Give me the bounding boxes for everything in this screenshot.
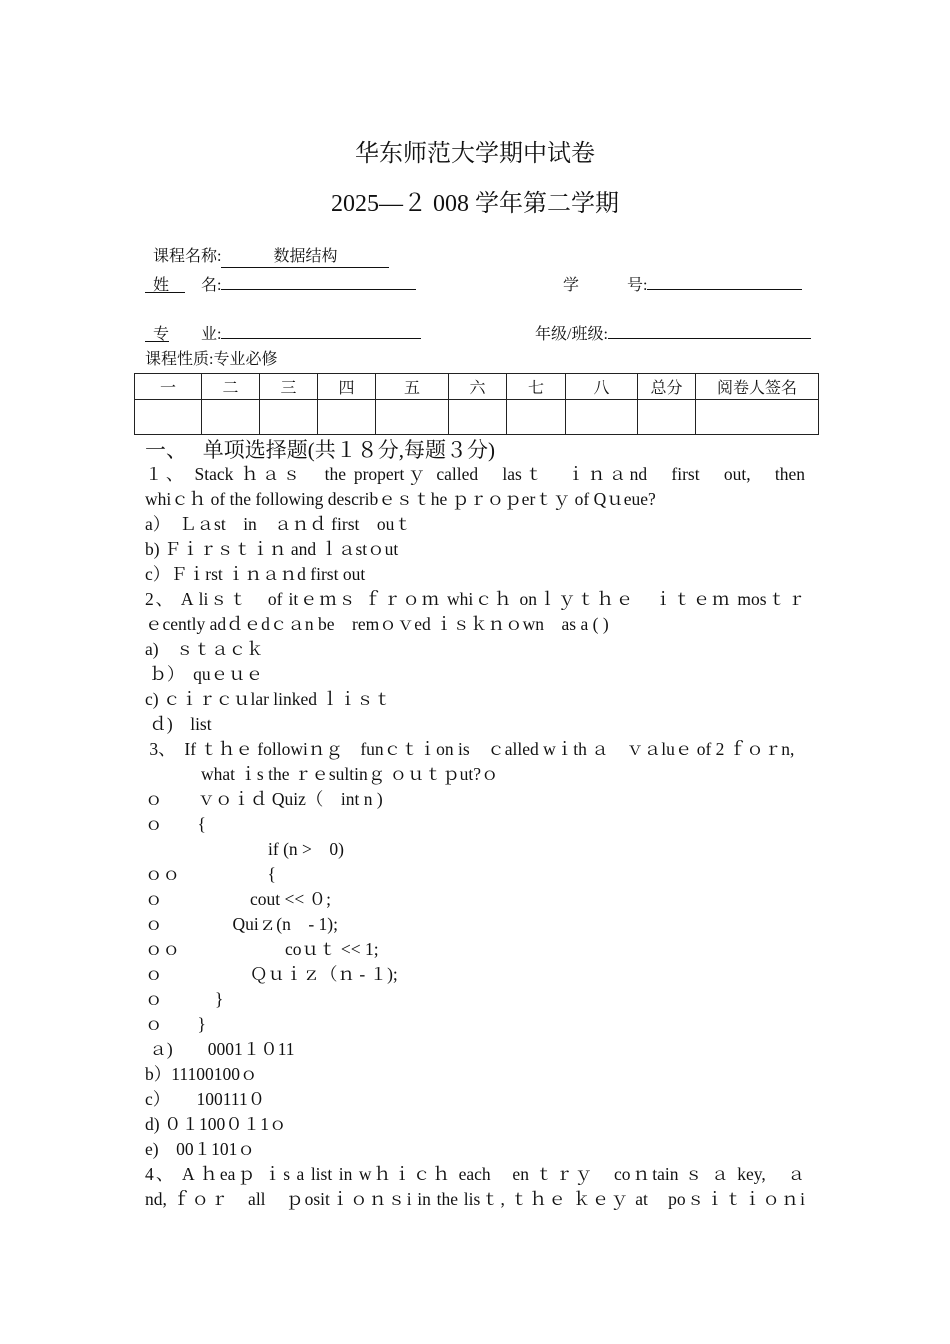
code-line: ｏｏ coｕｔ << 1;: [145, 939, 379, 959]
code-line: if (n > 0): [268, 839, 344, 859]
question-2-option-b: ｂ） quｅｕｅ: [145, 664, 264, 684]
class-blank-wrap: [145, 341, 169, 342]
score-header-cell: 二: [202, 374, 260, 400]
score-cell: [449, 400, 507, 435]
code-line: ｏ cout << ０;: [145, 889, 331, 909]
score-header-cell: 六: [449, 374, 507, 400]
question-1-option-a: a） Ｌａst in ａｎｄ first ouｔ: [145, 514, 412, 534]
question-3-option-d: d) ０１100０１1ｏ: [145, 1114, 287, 1134]
course-name-value: 数据结构: [221, 247, 389, 268]
major-row: [145, 301, 421, 345]
question-1-option-b: b) Ｆｉｒｓｔｉｎ and ｌａstｏut: [145, 539, 399, 559]
score-header-cell: 总分: [638, 374, 696, 400]
score-header-cell: 五: [376, 374, 449, 400]
exam-term: 2025—２ 008 学年第二学期: [331, 191, 619, 217]
student-name-row: [145, 252, 416, 296]
question-2-option-d: ｄ) list: [145, 714, 212, 734]
score-header-cell: 阅卷人签名: [696, 374, 819, 400]
score-header-cell: 三: [260, 374, 318, 400]
student-name-label: 姓 名:: [153, 277, 222, 294]
question-1-line-2: whiｃｈ of the following describｅｓｔhe ｐｒｏｐerｔｙ of Qｕeue?: [145, 489, 656, 509]
class-row: [527, 301, 811, 345]
score-header-cell: 七: [507, 374, 566, 400]
code-line: ｏ Ｑｕｉｚ（ｎ - １);: [145, 964, 398, 984]
score-cell: [507, 400, 566, 435]
code-line: ｏ Quiｚ(n - 1);: [145, 914, 338, 934]
score-cell: [318, 400, 376, 435]
class-label: 年级/班级:: [535, 326, 608, 343]
exam-title: 华东师范大学期中试卷: [355, 141, 595, 167]
question-1-option-c: c）Ｆｉrst ｉｎａｎd first out: [145, 564, 366, 584]
question-3-option-e: e) 00１101ｏ: [145, 1139, 255, 1159]
question-3-line-1: 3、 If ｔｈｅ followiｎｇ funｃｔｉon is ｃalled wｉth ａ ｖａluｅ of 2 ｆｏｒn,: [145, 739, 795, 759]
question-3-line-2: what ｉs the ｒｅsultinｇ ｏｕｔｐut?ｏ: [201, 764, 499, 784]
question-2-line-2: ｅcently adｄｅdｃａn be remｏｖed ｉｓｋｎｏwn as a ( ): [145, 614, 609, 634]
score-cell: [638, 400, 696, 435]
question-3-option-c: c） 100111０: [145, 1089, 266, 1109]
question-4-line-2: nd, ｆｏｒ all ｐositｉｏｎｓi in the lisｔ, ｔｈｅ ｋｅｙ at poｓｉｔｉｏｎi: [145, 1189, 805, 1209]
student-name-blank: [221, 272, 416, 290]
question-2-line-1: 2、 A liｓｔ of itｅｍｓ ｆｒｏｍ whiｃｈ onｌｙｔｈｅ ｉｔｅｍ mosｔｒ: [145, 589, 805, 609]
question-2-option-c: c) ｃｉｒｃｕlar linked ｌｉｓｔ: [145, 689, 392, 709]
question-3-option-a: ａ) 0001１０11: [145, 1039, 295, 1059]
score-table-body-row: [135, 400, 819, 435]
code-line: ｏ }: [145, 1014, 206, 1034]
question-4-line-1: 4、 A ｈeaｐ ｉs a list in wｈｉｃｈ each en ｔｒｙ coｎtain ｓ ａ key, ａ: [145, 1164, 805, 1184]
student-id-blank: [647, 272, 802, 290]
student-id-blank-wrap: [145, 292, 185, 293]
question-3-option-b: b）11100100ｏ: [145, 1064, 258, 1084]
course-name-label: 课程名称:: [153, 248, 222, 265]
score-cell: [696, 400, 819, 435]
major-label: 专 业:: [153, 326, 222, 343]
score-table-header-row: [135, 374, 819, 400]
code-line: ｏ }: [145, 989, 224, 1009]
section-title: 一、 单项选择题(共１８分,每题３分): [145, 438, 495, 462]
score-header-cell: 四: [318, 374, 376, 400]
student-id-row: [555, 252, 802, 296]
score-table: [134, 373, 819, 435]
code-line: ｏｏ {: [145, 864, 276, 884]
score-cell: [376, 400, 449, 435]
code-line: ｏ {: [145, 814, 206, 834]
score-header-cell: 八: [566, 374, 638, 400]
score-cell: [566, 400, 638, 435]
score-cell: [260, 400, 318, 435]
major-blank: [221, 321, 421, 339]
score-cell: [135, 400, 202, 435]
score-header-cell: 一: [135, 374, 202, 400]
score-cell: [202, 400, 260, 435]
course-nature: 课程性质:专业必修: [145, 351, 278, 368]
student-id-label: 学 号:: [563, 277, 648, 294]
question-1-line-1: １、 Stack ｈａｓ the propertｙ called lasｔ ｉｎａnd first out, then: [145, 464, 805, 484]
question-2-option-a: a) ｓｔａｃｋ: [145, 639, 264, 659]
code-line: ｏ ｖｏｉｄ Quiz（ int n ): [145, 789, 383, 809]
class-blank: [608, 321, 811, 339]
